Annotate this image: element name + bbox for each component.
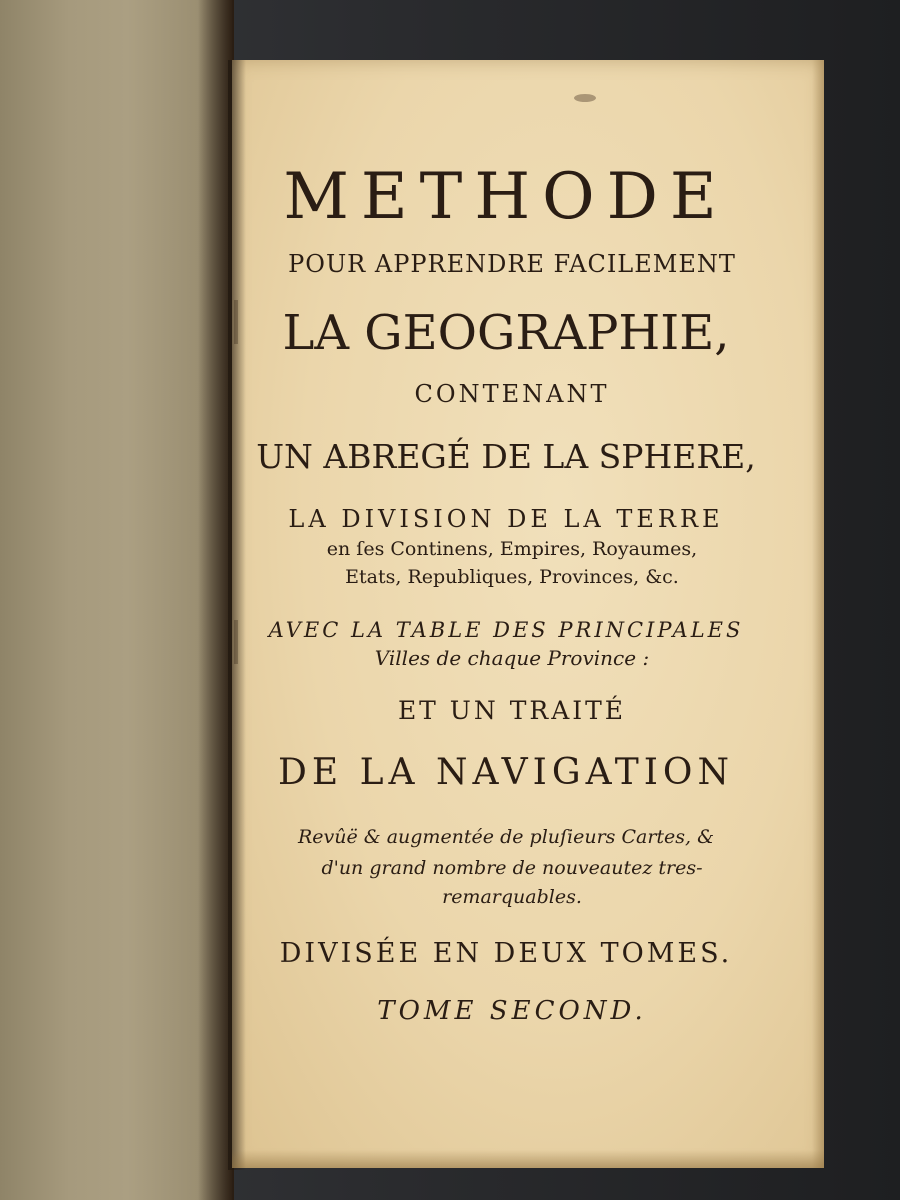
subtitle-line-pour: POUR APPRENDRE FACILEMENT — [288, 250, 736, 278]
subtitle-traite: ET UN TRAITÉ — [397, 696, 627, 725]
subtitle-avec-table: AVEC LA TABLE DES PRINCIPALES — [268, 618, 744, 642]
ink-smudge — [574, 94, 596, 102]
edition-note-line-3: remarquables. — [442, 886, 582, 908]
subtitle-geographie: LA GEOGRAPHIE, — [282, 305, 730, 361]
edition-note-line-1: Revûë & augmentée de pluſieurs Cartes, & — [297, 826, 715, 848]
volume-division: DIVISÉE EN DEUX TOMES. — [279, 938, 733, 969]
subtitle-navigation: DE LA NAVIGATION — [278, 752, 734, 793]
book-title: METHODE — [283, 160, 729, 234]
page-bottom-edge — [232, 1150, 824, 1168]
subtitle-etats: Etats, Republiques, Provinces, &c. — [345, 566, 679, 588]
subtitle-contenant: CONTENANT — [414, 380, 610, 408]
subtitle-continens: en ſes Continens, Empires, Royaumes, — [326, 538, 698, 560]
subtitle-abrege: UN ABREGÉ DE LA SPHERE, — [256, 437, 756, 476]
volume-number: TOME SECOND. — [377, 996, 647, 1026]
subtitle-division: LA DIVISION DE LA TERRE — [288, 505, 724, 533]
edition-note-line-2: d'un grand nombre de nouveautez tres- — [321, 857, 703, 879]
subtitle-villes: Villes de chaque Province : — [374, 646, 650, 670]
page-right-edge — [812, 60, 824, 1168]
